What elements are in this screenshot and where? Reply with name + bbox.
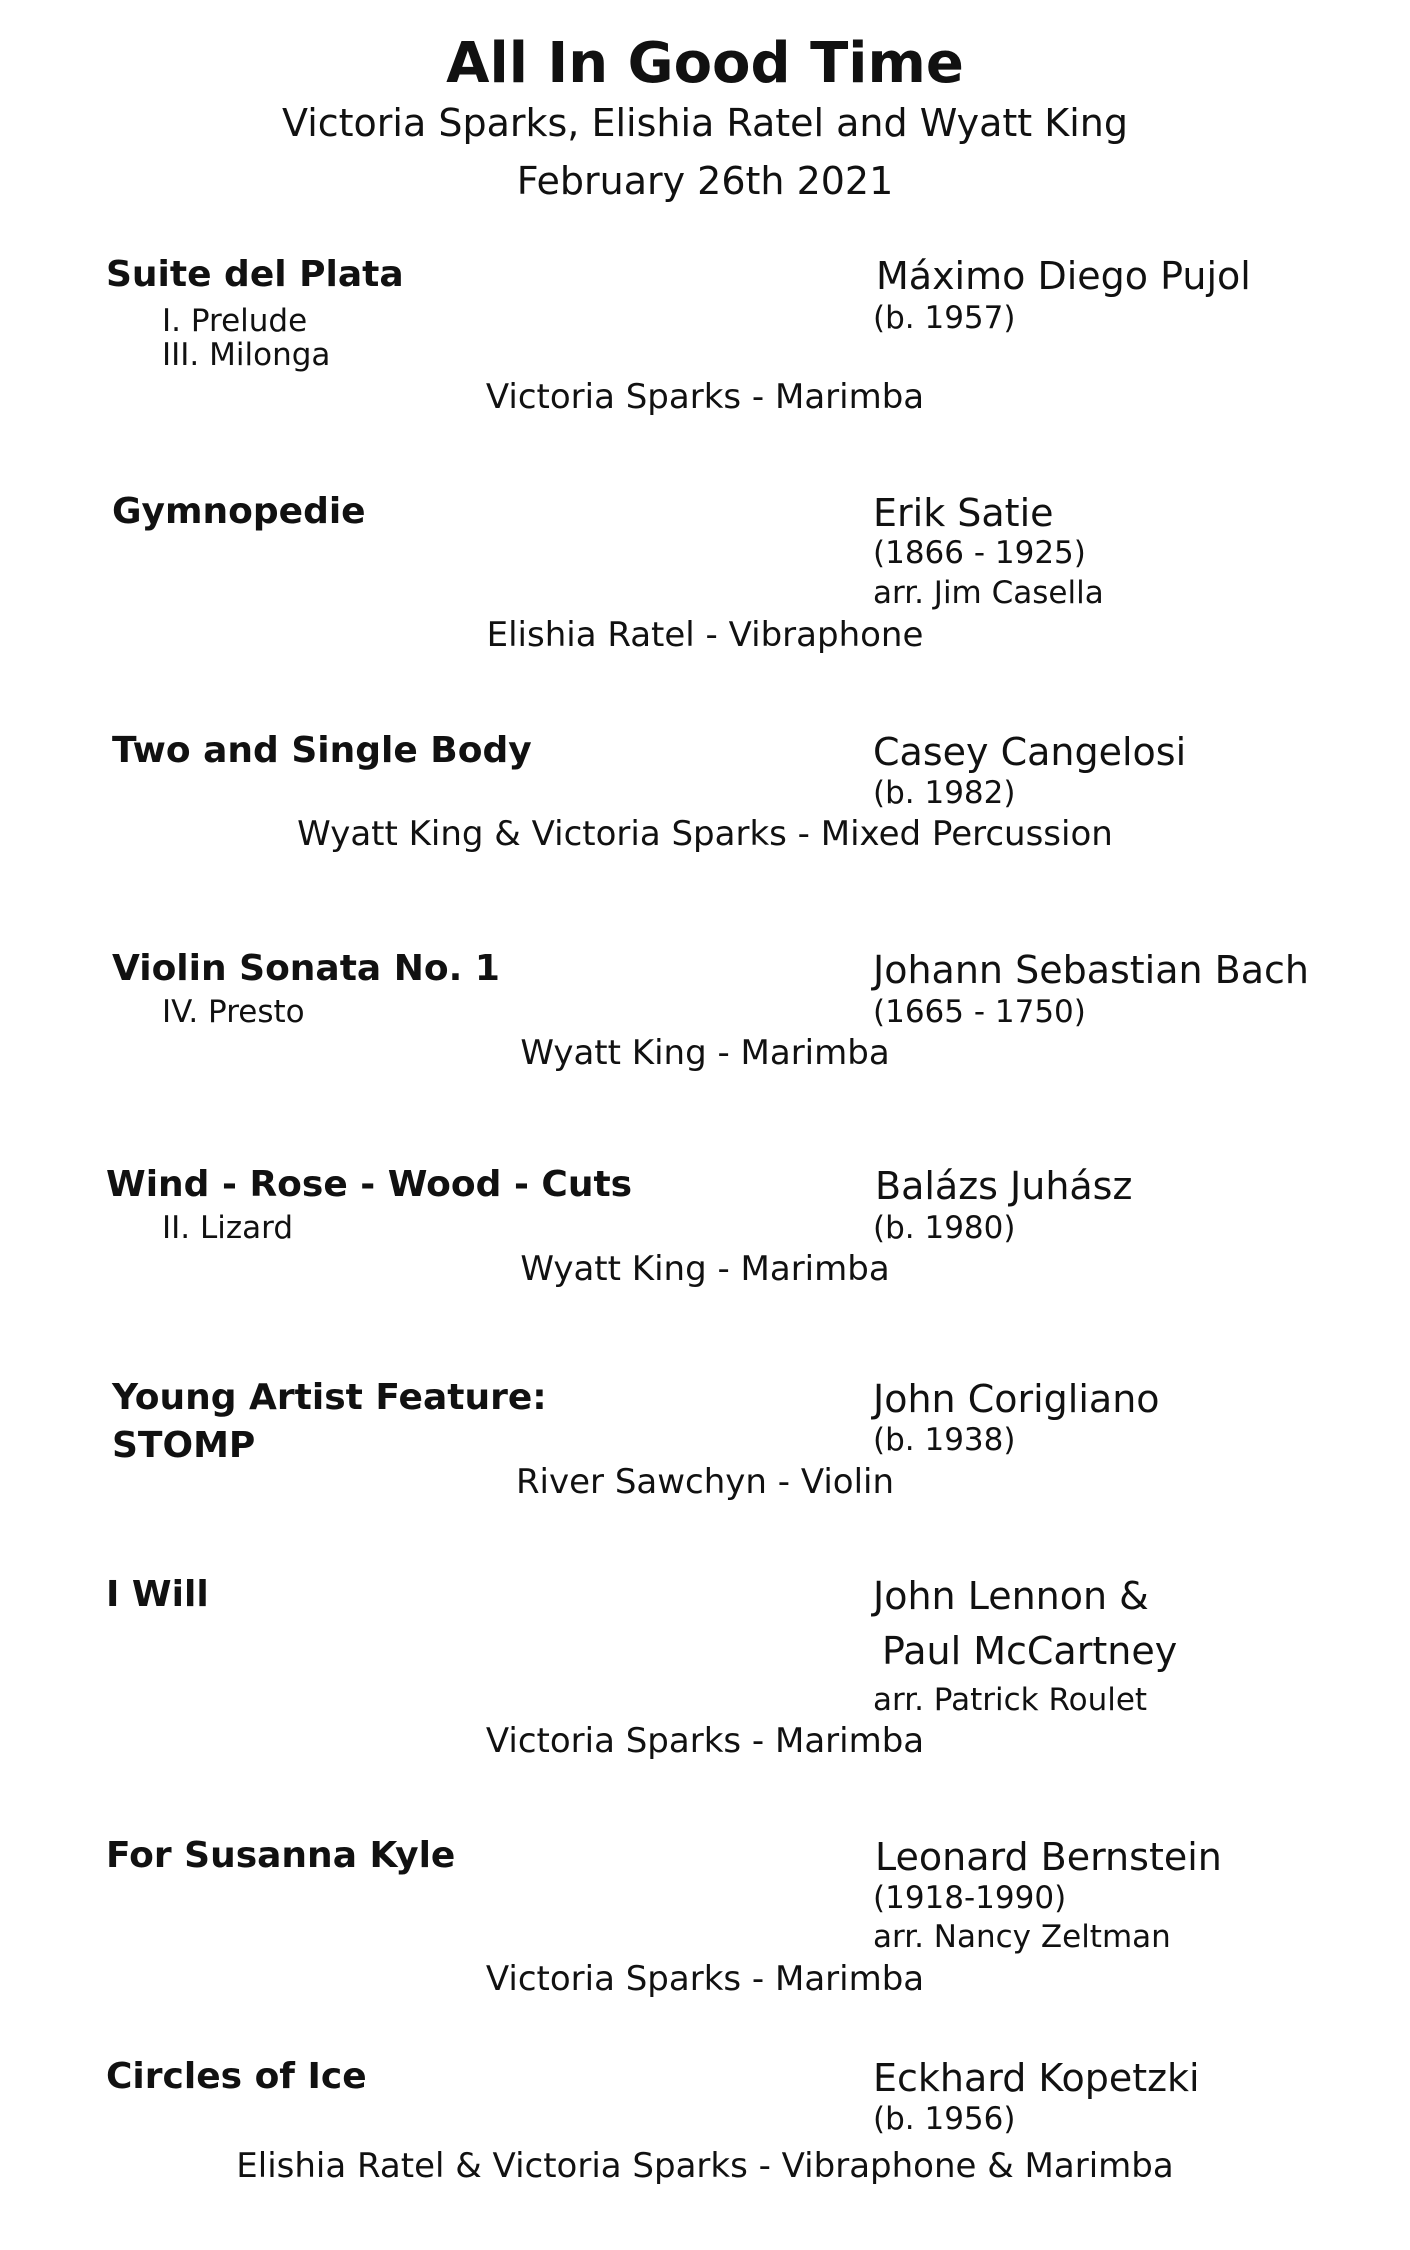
composer-dates: (b. 1938) xyxy=(873,1422,1016,1458)
composer-name-line2: Paul McCartney xyxy=(882,1629,1178,1673)
arranger: arr. Nancy Zeltman xyxy=(873,1919,1171,1955)
composer-dates: (b. 1982) xyxy=(873,775,1016,811)
performer-line: Victoria Sparks - Marimba xyxy=(485,1959,925,1999)
arranger: arr. Jim Casella xyxy=(873,575,1104,611)
piece-title: For Susanna Kyle xyxy=(106,1835,456,1876)
composer-name: John Lennon & xyxy=(873,1574,1149,1618)
piece-title: Gymnopedie xyxy=(112,491,366,532)
performer-line: Victoria Sparks - Marimba xyxy=(485,1721,925,1761)
composer-name: Leonard Bernstein xyxy=(875,1835,1222,1879)
composer-dates: (1665 - 1750) xyxy=(873,994,1086,1030)
performer-line: River Sawchyn - Violin xyxy=(515,1462,895,1502)
piece-title: Wind - Rose - Wood - Cuts xyxy=(106,1164,633,1205)
performer-line: Elishia Ratel - Vibraphone xyxy=(486,615,924,655)
piece-title: Circles of Ice xyxy=(106,2056,367,2097)
composer-dates: (b. 1980) xyxy=(873,1210,1016,1246)
composer-name: Máximo Diego Pujol xyxy=(876,254,1251,298)
composer-dates: (1918-1990) xyxy=(873,1880,1067,1916)
composer-name: Casey Cangelosi xyxy=(873,730,1187,774)
piece-movement: III. Milonga xyxy=(162,337,331,373)
performer-line: Wyatt King - Marimba xyxy=(520,1033,890,1073)
piece-title-line2: STOMP xyxy=(112,1425,256,1466)
composer-name: John Corigliano xyxy=(873,1377,1160,1421)
piece-movement: I. Prelude xyxy=(162,303,308,339)
piece-title: Young Artist Feature: xyxy=(112,1377,547,1418)
piece-movement: II. Lizard xyxy=(162,1210,294,1246)
composer-name: Erik Satie xyxy=(873,491,1054,535)
performer-line: Elishia Ratel & Victoria Sparks - Vibraphone & Marimba xyxy=(236,2146,1174,2186)
composer-dates: (b. 1956) xyxy=(873,2101,1016,2137)
piece-title: Two and Single Body xyxy=(112,730,532,771)
concert-performers: Victoria Sparks, Elishia Ratel and Wyatt King xyxy=(282,101,1128,145)
performer-line: Wyatt King - Marimba xyxy=(520,1249,890,1289)
composer-dates: (b. 1957) xyxy=(873,300,1016,336)
composer-name: Eckhard Kopetzki xyxy=(873,2056,1200,2100)
composer-name: Johann Sebastian Bach xyxy=(873,948,1310,992)
piece-title: I Will xyxy=(106,1574,209,1615)
composer-dates: (1866 - 1925) xyxy=(873,535,1086,571)
performer-line: Wyatt King & Victoria Sparks - Mixed Percussion xyxy=(297,814,1113,854)
performer-line: Victoria Sparks - Marimba xyxy=(485,377,925,417)
piece-title: Suite del Plata xyxy=(106,254,404,295)
arranger: arr. Patrick Roulet xyxy=(873,1682,1148,1718)
composer-name: Balázs Juhász xyxy=(875,1164,1133,1208)
concert-date: February 26th 2021 xyxy=(516,159,894,203)
concert-title: All In Good Time xyxy=(446,31,964,96)
piece-title: Violin Sonata No. 1 xyxy=(112,948,500,989)
piece-movement: IV. Presto xyxy=(162,994,305,1030)
